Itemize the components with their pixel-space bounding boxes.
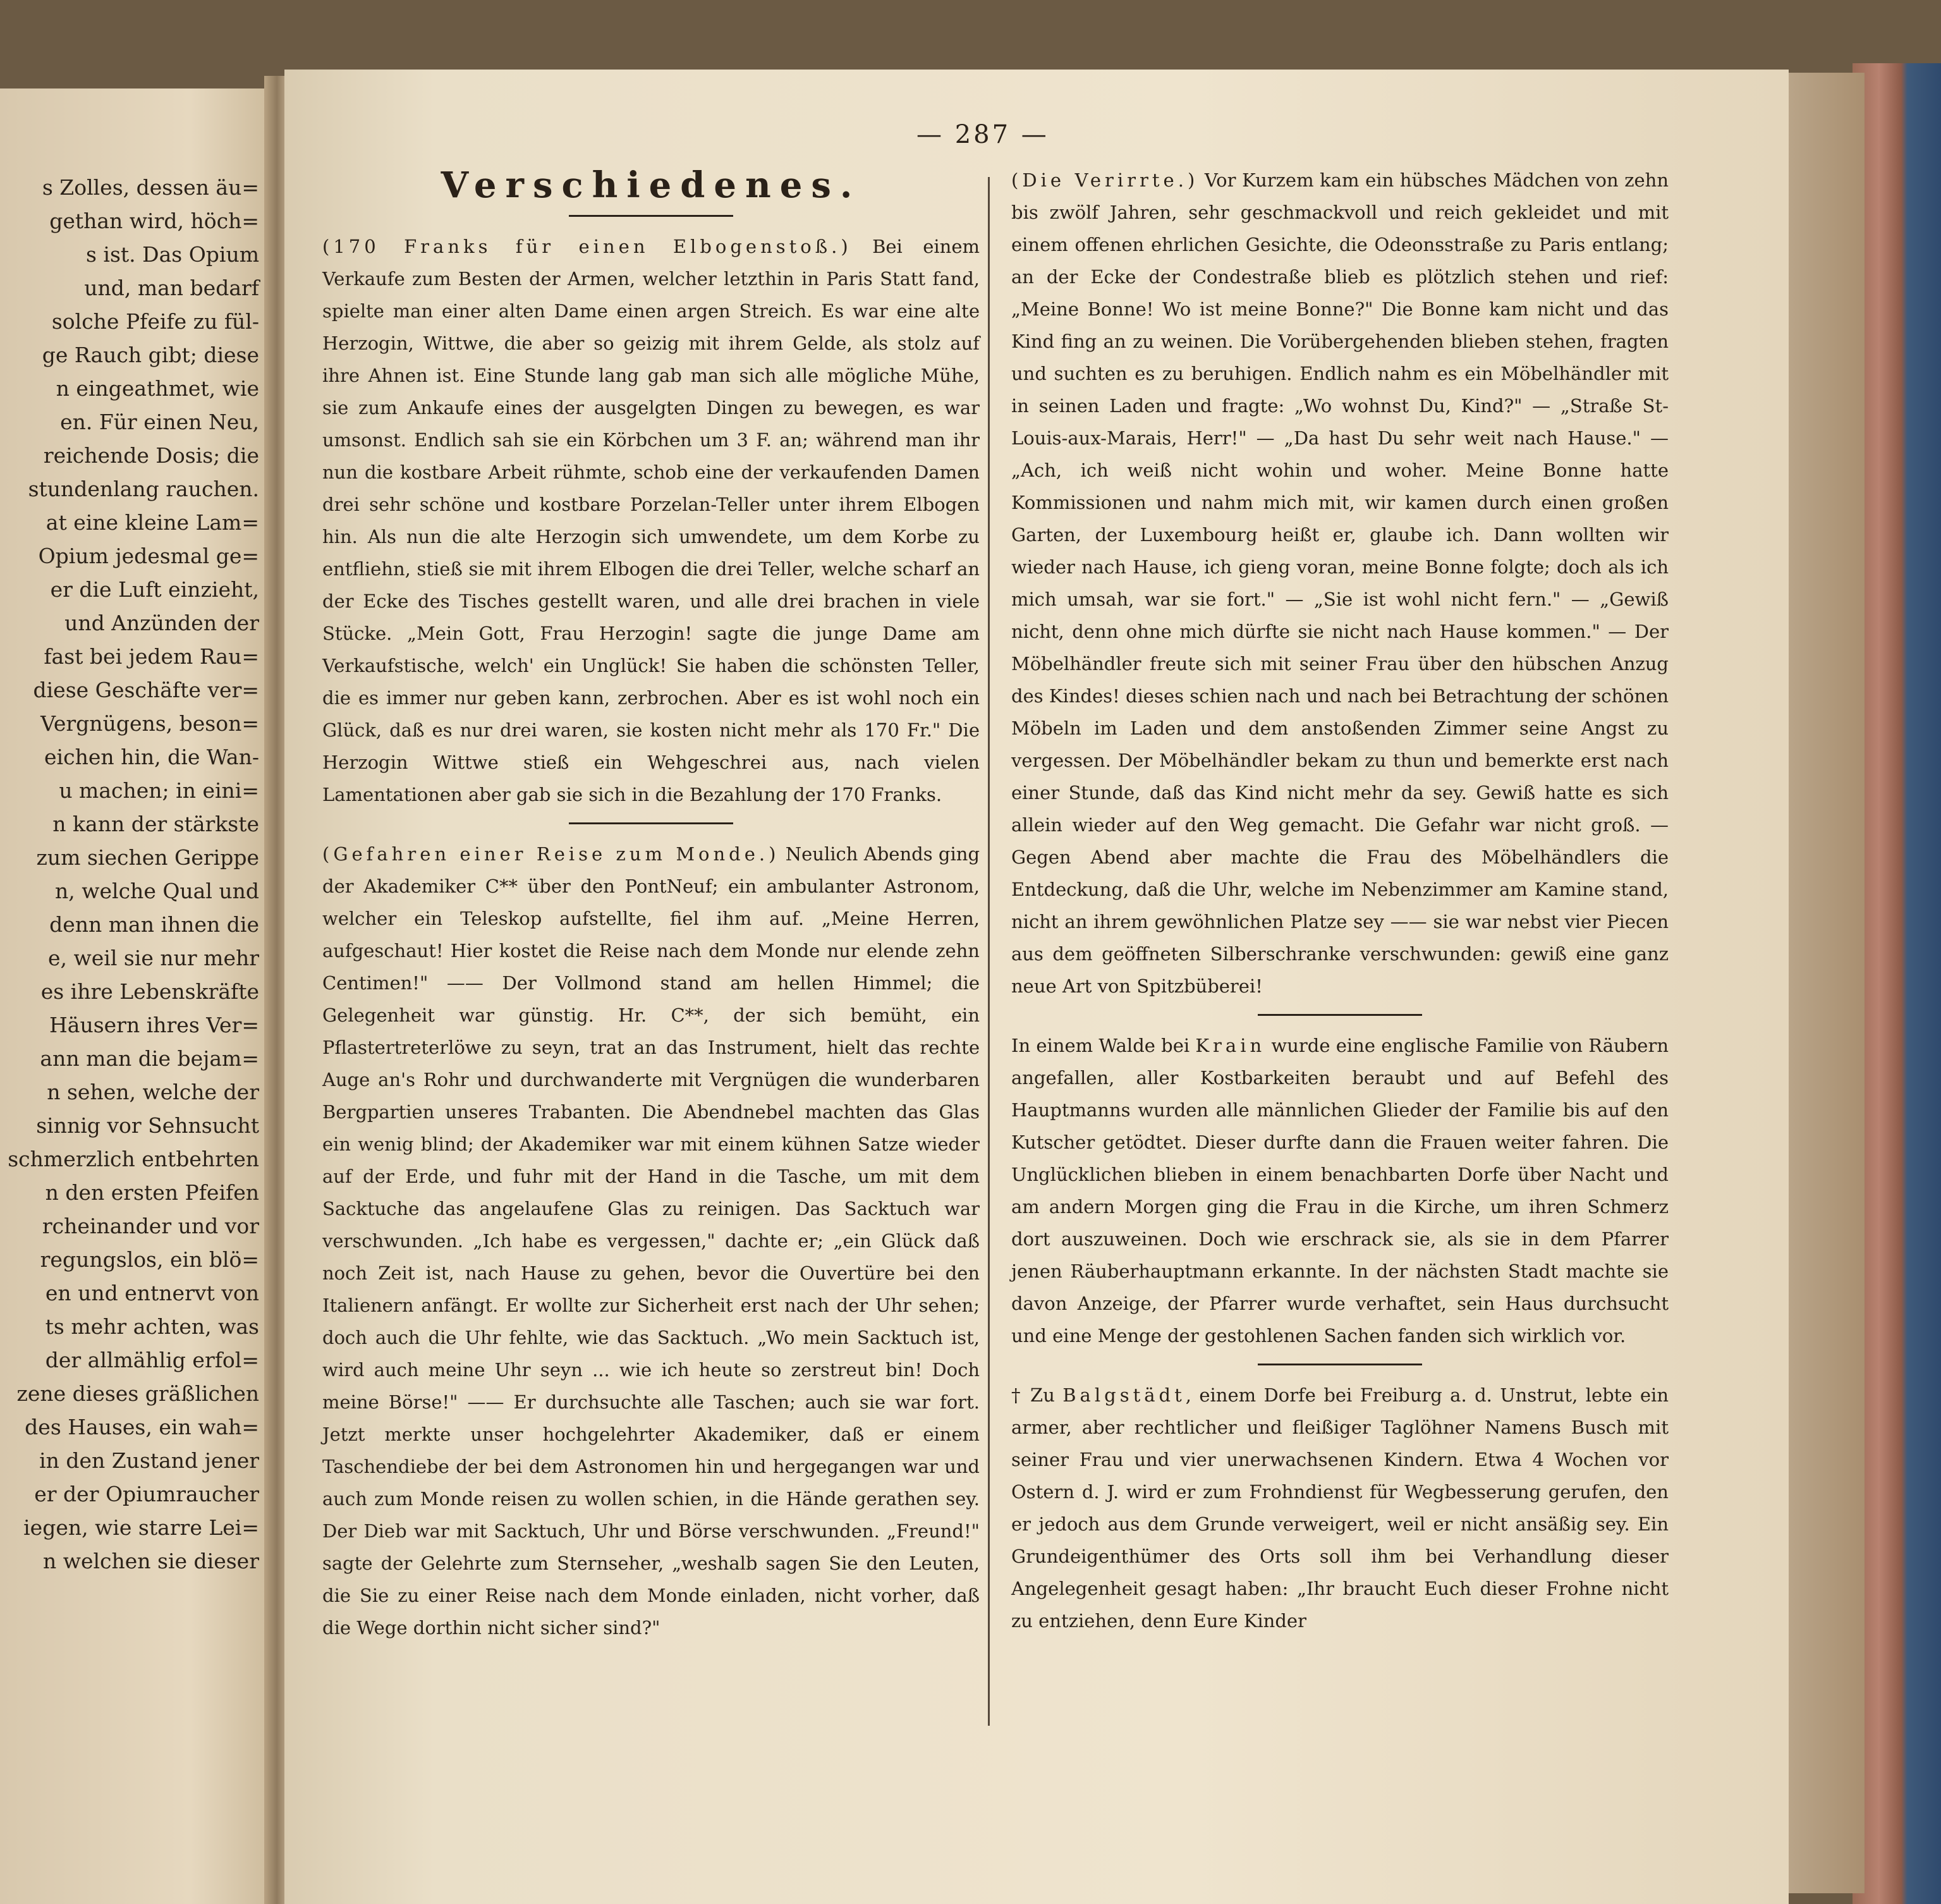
left-page-line: er der Opiumraucher (34, 1482, 259, 1506)
left-page-line: at eine kleine Lam= (46, 510, 259, 535)
left-page-line: Opium jedesmal ge= (38, 544, 259, 568)
article-body: Vor Kurzem kam ein hübsches Mädchen von zehn bis zwölf Jahren, sehr geschmackvoll und reich gekleidet und mit einem offenen ehrlichen Gesichte, die Odeonsstraße zu Paris entlang; an der Ecke der Condestraße blieb es plötzlich stehen und rief: „Meine Bonne! Wo ist meine Bonne?" Die Bonne kam nicht und das Kind fing an zu weinen. Die Vorübergehenden blieben stehen, fragten und suchten es zu beruhigen. Endlich nahm es ein Möbelhändler mit in seinen Laden und fragte: „Wo wohnst Du, Kind?" — „Straße St-Louis-aux-Marais, Herr!" — „Da hast Du sehr weit nach Hause." — „Ach, ich weiß nicht wohin und woher. Meine Bonne hatte Kommissionen und nahm mich mit, wir kamen durch einen großen Garten, der Luxembourg heißt er, glaube ich. Dann wollten wir wieder nach Hause, ich gieng voran, meine Bonne folgte; doch als ich mich umsah, war sie fort." — „Sie ist wohl nicht fern." — „Gewiß nicht, denn ohne mich dürfte sie nicht nach Hause kommen." — Der Möbelhändler freute sich mit seiner Frau über den hübschen Anzug des Kindes! dieses schien nach und nach bei Betrachtung der schönen Möbeln im Laden und dem anstoßenden Zimmer seine Angst zu vergessen. Der Möbelhändler bekam zu thun und bemerkte erst nach einer Stunde, daß das Kind nicht mehr da sey. Gewiß hatte es sich allein wieder auf den Weg gemacht. Die Gefahr war nicht groß. — Gegen Abend aber machte die Frau des Möbelhändlers die Entdeckung, daß die Uhr, welche im Nebenzimmer am Kamine stand, nicht an ihrem gewöhnlichen Platze sey —— sie war nebst vier Piecen aus dem geöffneten Silberschranke verschwunden: gewiß eine ganz neue Art von Spitzbüberei! (1011, 169, 1669, 997)
left-page-line: regungslos, ein blö= (40, 1247, 259, 1272)
page-number: — 287 — (916, 120, 1049, 149)
article-elbogenstoss (322, 231, 980, 811)
left-page-line: des Hauses, ein wah= (25, 1415, 259, 1439)
article-divider (1258, 1014, 1422, 1016)
left-page-line: e, weil sie nur mehr (47, 946, 259, 970)
left-page-line: gethan wird, höch= (49, 209, 259, 233)
left-page (0, 88, 272, 1904)
left-page-line: in den Zustand jener (39, 1448, 259, 1473)
left-page-line: s ist. Das Opium (86, 242, 259, 267)
left-page-line: stundenlang rauchen. (28, 477, 259, 501)
section-title: Verschiedenes. (441, 164, 861, 206)
article-die-verirrte (1011, 164, 1669, 1003)
article-lead: In einem Walde bei (1011, 1035, 1196, 1056)
left-page-line: schmerzlich entbehrten (8, 1147, 259, 1171)
left-page-line: solche Pfeife zu fül- (51, 309, 259, 334)
left-page-line: en und entnervt von (45, 1281, 259, 1305)
left-page-line: n, welche Qual und (55, 879, 259, 903)
left-page-line: diese Geschäfte ver= (33, 678, 259, 702)
left-page-line: zene dieses gräßlichen (16, 1381, 259, 1406)
left-page-line: Häusern ihres Ver= (49, 1013, 259, 1037)
book-edge (1853, 63, 1941, 1904)
left-page-line: eichen hin, die Wan- (44, 745, 259, 769)
left-page-line: en. Für einen Neu, (60, 410, 259, 434)
left-page-line: er die Luft einzieht, (50, 577, 259, 602)
left-page-line: zum siechen Gerippe (36, 845, 259, 870)
left-page-line: ge Rauch gibt; diese (42, 343, 259, 367)
article-lead: † Zu (1011, 1384, 1063, 1406)
left-page-line: es ihre Lebenskräfte (40, 979, 259, 1004)
left-page-line: fast bei jedem Rau= (44, 644, 259, 669)
left-page-line: sinnig vor Sehnsucht (36, 1113, 259, 1138)
place-name: Krain (1195, 1035, 1266, 1056)
article-title: (170 Franks für einen Elbogenstoß.) (322, 236, 852, 257)
article-body: wurde eine englische Familie von Räubern angefallen, aller Kostbarkeiten beraubt und auf Befehl des Hauptmanns wurden alle männlichen Glieder der Familie bis auf den Kutscher getödtet. Dieser durfte dann die Frauen weiter fahren. Die Unglücklichen blieben in einem benachbarten Dorfe über Nacht und am andern Morgen ging die Frau in die Kirche, um ihren Schmerz dort auszuweinen. Doch wie erschrack sie, als sie in dem Pfarrer jenen Räuberhauptmann erkannte. In der nächsten Stadt machte sie davon Anzeige, der Pfarrer wurde verhaftet, sein Haus durchsucht und eine Menge der gestohlenen Sachen fanden sich wirklich vor. (1011, 1035, 1669, 1346)
left-page-line: ann man die bejam= (40, 1046, 259, 1071)
left-page-line: denn man ihnen die (49, 912, 259, 937)
article-divider (569, 822, 733, 824)
article-body: Neulich Abends ging der Akademiker C** über den PontNeuf; ein ambulanter Astronom, welcher ein Teleskop aufstellte, fiel ihm auf. „Meine Herren, aufgeschaut! Hier kostet die Reise nach dem Monde nur elende zehn Centimen!" —— Der Vollmond stand am hellen Himmel; die Gelegenheit war günstig. Hr. C**, der sich bemüht, ein Pflastertreterlöwe zu seyn, trat an das Instrument, hielt das rechte Auge an's Rohr und durchwanderte mit Vergnügen die wunderbaren Bergpartien unseres Trabanten. Die Abendnebel machten das Glas ein wenig blind; der Akademiker war mit einem kühnen Satze wieder auf der Erde, und fuhr mit der Hand in die Tasche, um mit dem Sacktuche das angelaufene Glas zu reinigen. Das Sacktuch war verschwunden. „Ich habe es vergessen," dachte er; „ein Glück daß noch Zeit ist, nach Hause zu gehen, bevor die Ouvertüre bei den Italienern anfängt. Er wollte zur Sicherheit erst nach der Uhr sehen; doch auch die Uhr fehlte, wie das Sacktuch. „Wo mein Sacktuch ist, wird auch meine Uhr seyn ... wie ich heute so zerstreut bin! Doch meine Börse!" —— Er durchsuchte alle Taschen; auch sie war fort. Jetzt merkte unser hochgelehrter Akademiker, daß er einem Taschendiebe der bei dem Astronomen hin und hergegangen war und auch zum Monde reisen zu wollen schien, in die Hände gerathen sey. Der Dieb war mit Sacktuch, Uhr und Börse verschwunden. „Freund!" sagte der Gelehrte zum Sternseher, „weshalb sagen Sie den Leuten, die Sie zu einer Reise nach dem Monde einladen, nicht vorher, daß die Wege dorthin nicht sicher sind?" (322, 843, 980, 1639)
left-page-line: und, man bedarf (84, 276, 259, 300)
right-page (284, 70, 1789, 1904)
column-rule (988, 177, 990, 1726)
article-body: , einem Dorfe bei Freiburg a. d. Unstrut, lebte ein armer, aber rechtlicher und fleißiger Taglöhner Namens Busch mit seiner Frau und vier unerwachsenen Kindern. Etwa 4 Wochen vor Ostern d. J. wird er zum Frohndienst für Wegbesserung gerufen, den er jedoch aus dem Grunde verweigert, weil er nicht ansäßig sey. Ein Grundeigenthümer des Orts soll ihm bei Verhandlung dieser Angelegenheit gesagt haben: „Ihr braucht Euch dieser Frohne nicht zu entziehen, denn Eure Kinder (1011, 1384, 1669, 1632)
left-page-line: s Zolles, dessen äu= (42, 175, 259, 200)
left-column (322, 164, 980, 1656)
left-page-line: Vergnügens, beson= (40, 711, 259, 736)
left-page-line: reichende Dosis; die (43, 443, 259, 468)
article-balgstaedt (1011, 1379, 1669, 1637)
left-page-line: n eingeathmet, wie (56, 376, 259, 401)
article-divider (1258, 1364, 1422, 1365)
article-body: Bei einem Verkaufe zum Besten der Armen, welcher letzthin in Paris Statt fand, spielte man einer alten Dame einen argen Streich. Es war eine alte Herzogin, Wittwe, die aber so geizig mit ihrem Gelde, als stolz auf ihre Ahnen ist. Eine Stunde lang gab man sich alle mögliche Mühe, sie zum Ankaufe eines der ausgelgten Dingen zu bewegen, es war umsonst. Endlich sah sie ein Körbchen um 3 F. an; während man ihr nun die kostbare Arbeit rühmte, schob eine der verkaufenden Damen drei sehr schöne und kostbare Porzelan-Teller unter ihrem Elbogen hin. Als nun die alte Herzogin sich umwendete, um dem Korbe zu entfliehn, stieß sie mit ihrem Elbogen die drei Teller, welche scharf an der Ecke des Tisches gestellt waren, und alle drei brachen in viele Stücke. „Mein Gott, Frau Herzogin! sagte die junge Dame am Verkaufstische, welch' ein Unglück! Sie haben die schönsten Teller, die es immer nur geben kann, zerbrochen. Aber es ist wohl noch ein Glück, daß es nur drei waren, sie kosten nicht mehr als 170 Fr." Die Herzogin Wittwe stieß ein Wehgeschrei aus, nach vielen Lamentationen aber gab sie sich in die Bezahlung der 170 Franks. (322, 236, 980, 805)
left-page-line: iegen, wie starre Lei= (23, 1515, 259, 1540)
article-krain (1011, 1030, 1669, 1352)
article-reise-zum-monde (322, 838, 980, 1644)
article-title: (Gefahren einer Reise zum Monde.) (322, 843, 780, 865)
left-page-text (0, 171, 259, 1578)
left-page-line: u machen; in eini= (59, 778, 259, 803)
left-page-line: n kann der stärkste (52, 812, 259, 836)
left-page-line: der allmählig erfol= (45, 1348, 259, 1372)
place-name: Balgstädt (1062, 1384, 1186, 1406)
left-page-line: rcheinander und vor (42, 1214, 259, 1238)
title-rule (569, 215, 733, 217)
left-page-line: ts mehr achten, was (45, 1314, 259, 1339)
left-page-line: n den ersten Pfeifen (45, 1180, 259, 1205)
article-title: (Die Verirrte.) (1011, 169, 1199, 191)
left-page-line: n welchen sie dieser (42, 1549, 259, 1573)
left-page-line: und Anzünden der (64, 611, 259, 635)
right-column (1011, 164, 1669, 1649)
left-page-line: n sehen, welche der (47, 1080, 259, 1104)
